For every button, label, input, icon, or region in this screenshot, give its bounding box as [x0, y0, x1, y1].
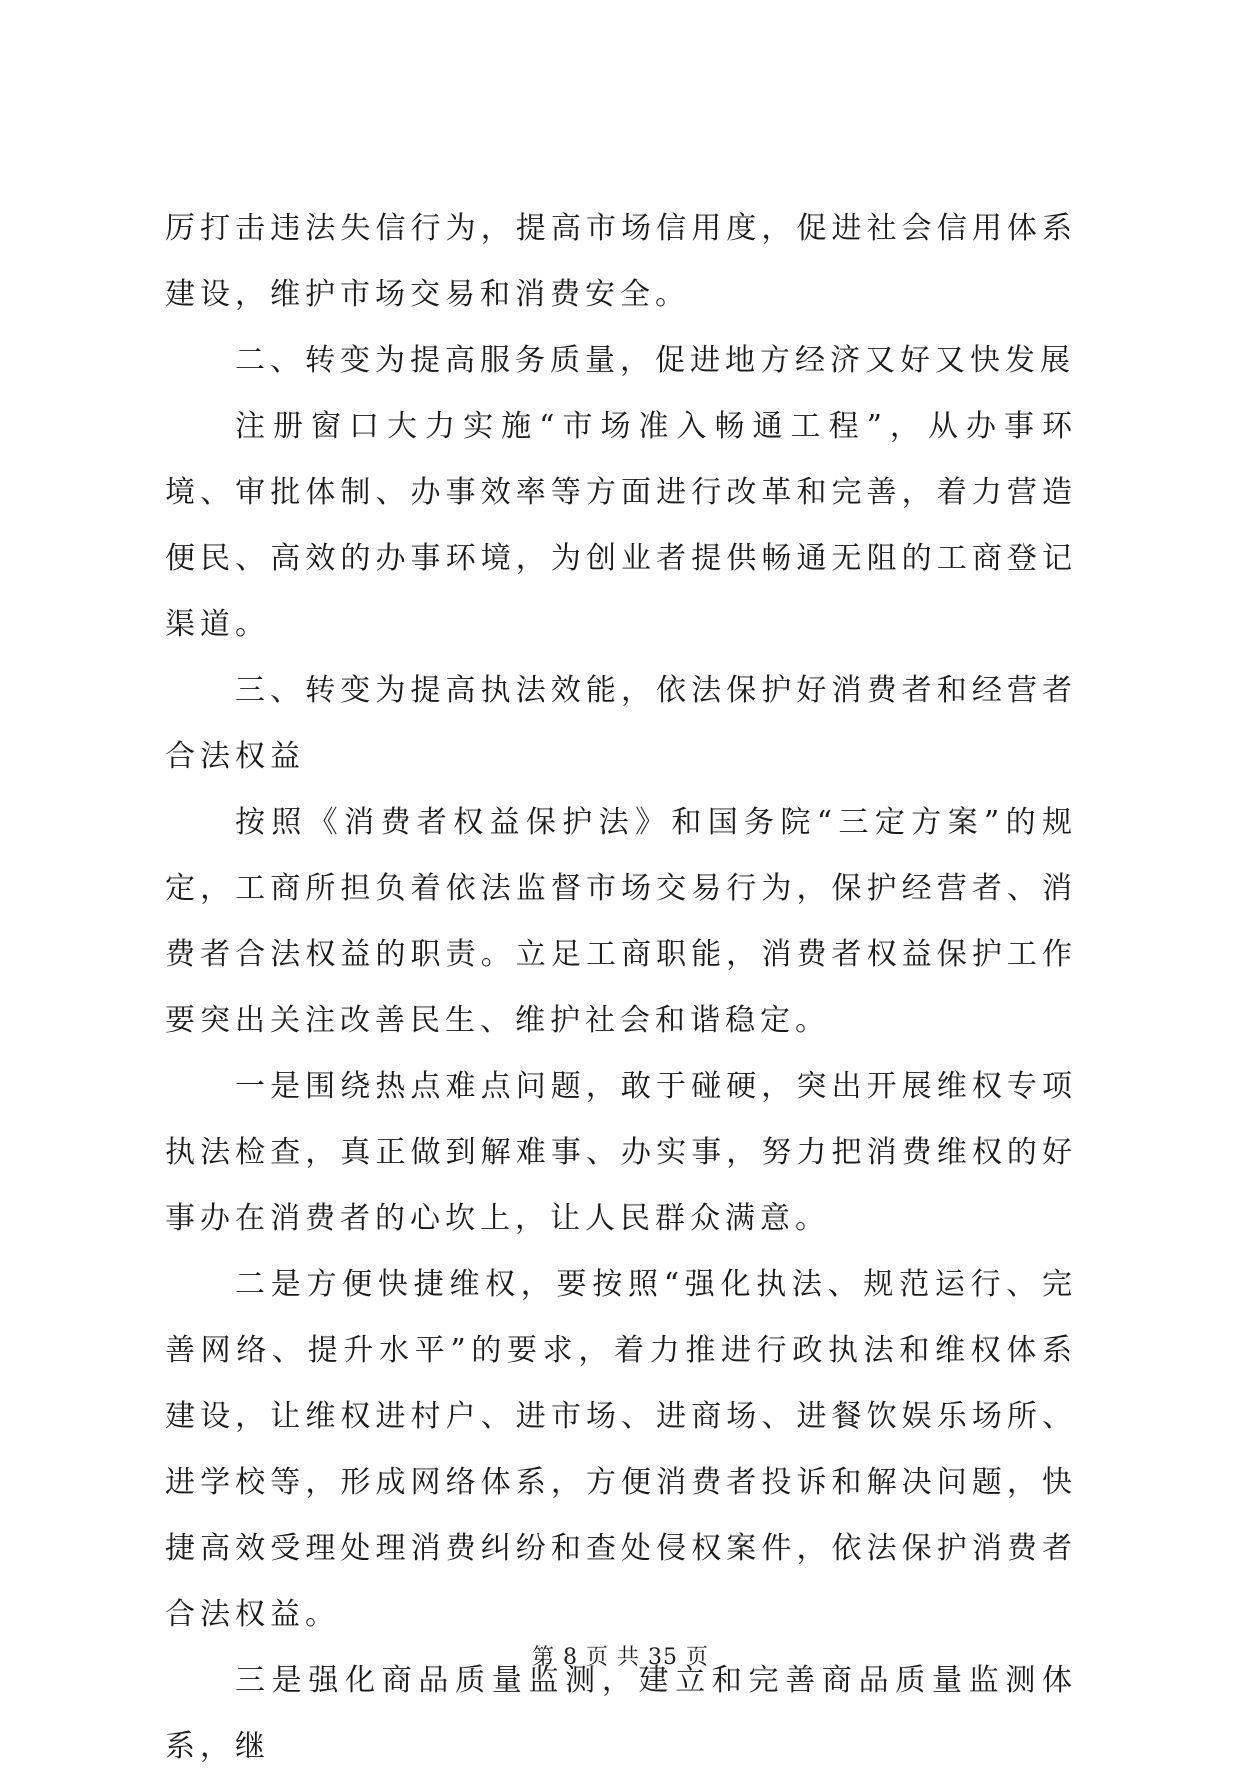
- section-heading-2: 二、转变为提高服务质量，促进地方经济又好又快发展: [235, 343, 1075, 378]
- paragraph-continuation: 厉打击违法失信行为，提高市场信用度，促进社会信用体系建设，维护市场交易和消费安全。: [165, 211, 1077, 312]
- document-body: [165, 196, 1077, 1780]
- page-number-footer: 第 8 页 共 35 页: [532, 1645, 709, 1670]
- paragraph: 注册窗口大力实施“市场准入畅通工程”，从办事环境、审批体制、办事效率等方面进行改革和完善，着力营造便民、高效的办事环境，为创业者提供畅通无阻的工商登记渠道。: [165, 409, 1077, 642]
- paragraph: 一是围绕热点难点问题，敢于碰硬，突出开展维权专项执法检查，真正做到解难事、办实事，努力把消费维权的好事办在消费者的心坎上，让人民群众满意。: [165, 1069, 1077, 1236]
- paragraph: 二是方便快捷维权，要按照“强化执法、规范运行、完善网络、提升水平”的要求，着力推进行政执法和维权体系建设，让维权进村户、进市场、进商场、进餐饮娱乐场所、进学校等，形成网络体系，方便消费者投诉和解决问题，快捷高效受理处理消费纠纷和查处侵权案件，依法保护消费者合法权益。: [165, 1267, 1077, 1632]
- section-heading-3: 三、转变为提高执法效能，依法保护好消费者和经营者合法权益: [165, 673, 1077, 774]
- paragraph: 按照《消费者权益保护法》和国务院“三定方案”的规定，工商所担负着依法监督市场交易行为，保护经营者、消费者合法权益的职责。立足工商职能，消费者权益保护工作要突出关注改善民生、维护社会和谐稳定。: [165, 805, 1077, 1038]
- paragraph: 三是强化商品质量监测，建立和完善商品质量监测体系，继: [165, 1663, 1077, 1764]
